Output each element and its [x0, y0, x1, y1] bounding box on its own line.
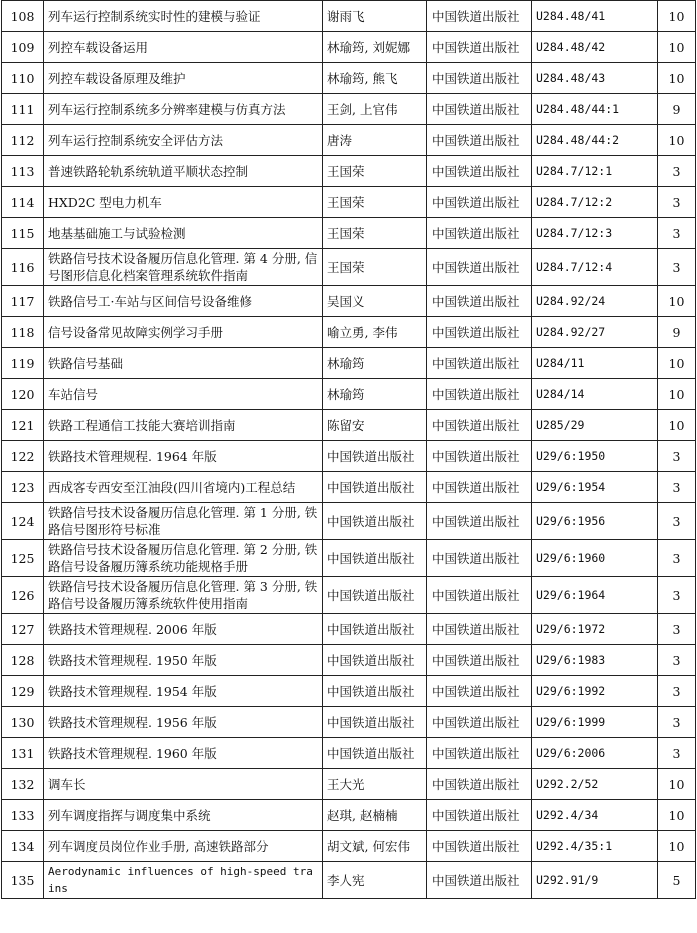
table-row	[2, 379, 696, 410]
row-number: 129	[2, 676, 44, 707]
book-publisher: 中国铁道出版社	[427, 769, 532, 800]
row-number: 114	[2, 187, 44, 218]
call-number: U284.48/41	[532, 1, 658, 32]
copy-count: 3	[658, 614, 696, 645]
book-publisher: 中国铁道出版社	[427, 614, 532, 645]
book-author: 中国铁道出版社	[323, 503, 427, 540]
call-number: U29/6:1950	[532, 441, 658, 472]
book-title: 铁路信号工·车站与区间信号设备维修	[44, 286, 323, 317]
book-title: 普速铁路轮轨系统轨道平顺状态控制	[44, 156, 323, 187]
call-number: U284/11	[532, 348, 658, 379]
book-author: 王国荣	[323, 249, 427, 286]
table-row	[2, 472, 696, 503]
book-publisher: 中国铁道出版社	[427, 156, 532, 187]
copy-count: 10	[658, 379, 696, 410]
book-publisher: 中国铁道出版社	[427, 441, 532, 472]
book-title: 列车运行控制系统安全评估方法	[44, 125, 323, 156]
book-title: 列控车载设备运用	[44, 32, 323, 63]
book-author: 唐涛	[323, 125, 427, 156]
call-number: U284.92/24	[532, 286, 658, 317]
book-author: 王国荣	[323, 187, 427, 218]
table-row	[2, 738, 696, 769]
row-number: 116	[2, 249, 44, 286]
call-number: U284.48/44:2	[532, 125, 658, 156]
copy-count: 3	[658, 249, 696, 286]
call-number: U29/6:1992	[532, 676, 658, 707]
book-title: 铁路信号技术设备履历信息化管理. 第 2 分册, 铁路信号设备履历簿系统功能规格手册	[44, 540, 323, 577]
row-number: 133	[2, 800, 44, 831]
call-number: U292.91/9	[532, 862, 658, 899]
table-row	[2, 94, 696, 125]
row-number: 113	[2, 156, 44, 187]
table-row	[2, 831, 696, 862]
table-row	[2, 249, 696, 286]
table-row	[2, 32, 696, 63]
copy-count: 3	[658, 441, 696, 472]
book-publisher: 中国铁道出版社	[427, 286, 532, 317]
row-number: 132	[2, 769, 44, 800]
book-author: 林瑜筠	[323, 348, 427, 379]
book-author: 赵琪, 赵楠楠	[323, 800, 427, 831]
copy-count: 3	[658, 156, 696, 187]
copy-count: 10	[658, 286, 696, 317]
book-title: Aerodynamic influences of high-speed trains	[44, 862, 323, 899]
row-number: 110	[2, 63, 44, 94]
book-title: 列车调度指挥与调度集中系统	[44, 800, 323, 831]
copy-count: 10	[658, 32, 696, 63]
call-number: U284.7/12:2	[532, 187, 658, 218]
call-number: U29/6:1983	[532, 645, 658, 676]
table-row	[2, 348, 696, 379]
call-number: U284.48/42	[532, 32, 658, 63]
book-author: 王国荣	[323, 218, 427, 249]
call-number: U284/14	[532, 379, 658, 410]
row-number: 108	[2, 1, 44, 32]
table-row	[2, 540, 696, 577]
call-number: U284.92/27	[532, 317, 658, 348]
call-number: U29/6:1999	[532, 707, 658, 738]
book-title: 车站信号	[44, 379, 323, 410]
book-author: 中国铁道出版社	[323, 707, 427, 738]
call-number: U29/6:2006	[532, 738, 658, 769]
call-number: U29/6:1956	[532, 503, 658, 540]
table-row	[2, 707, 696, 738]
call-number: U284.48/43	[532, 63, 658, 94]
call-number: U29/6:1960	[532, 540, 658, 577]
table-row	[2, 577, 696, 614]
call-number: U29/6:1964	[532, 577, 658, 614]
book-publisher: 中国铁道出版社	[427, 187, 532, 218]
book-title: 铁路技术管理规程. 1956 年版	[44, 707, 323, 738]
book-author: 李人宪	[323, 862, 427, 899]
copy-count: 3	[658, 540, 696, 577]
row-number: 128	[2, 645, 44, 676]
row-number: 117	[2, 286, 44, 317]
book-title: 地基基础施工与试验检测	[44, 218, 323, 249]
row-number: 111	[2, 94, 44, 125]
table-row	[2, 286, 696, 317]
book-title: 铁路技术管理规程. 1954 年版	[44, 676, 323, 707]
row-number: 124	[2, 503, 44, 540]
row-number: 109	[2, 32, 44, 63]
call-number: U292.4/35:1	[532, 831, 658, 862]
call-number: U284.7/12:4	[532, 249, 658, 286]
copy-count: 10	[658, 831, 696, 862]
book-publisher: 中国铁道出版社	[427, 94, 532, 125]
copy-count: 9	[658, 94, 696, 125]
table-row	[2, 441, 696, 472]
book-title: 铁路信号基础	[44, 348, 323, 379]
book-publisher: 中国铁道出版社	[427, 577, 532, 614]
table-row	[2, 676, 696, 707]
table-row	[2, 410, 696, 441]
book-author: 谢雨飞	[323, 1, 427, 32]
copy-count: 3	[658, 218, 696, 249]
table-row	[2, 1, 696, 32]
row-number: 135	[2, 862, 44, 899]
row-number: 130	[2, 707, 44, 738]
book-publisher: 中国铁道出版社	[427, 472, 532, 503]
copy-count: 10	[658, 348, 696, 379]
copy-count: 3	[658, 738, 696, 769]
book-title: 列车调度员岗位作业手册, 高速铁路部分	[44, 831, 323, 862]
book-publisher: 中国铁道出版社	[427, 32, 532, 63]
table-row	[2, 614, 696, 645]
book-title: 铁路技术管理规程. 1950 年版	[44, 645, 323, 676]
row-number: 134	[2, 831, 44, 862]
row-number: 115	[2, 218, 44, 249]
book-author: 中国铁道出版社	[323, 441, 427, 472]
row-number: 127	[2, 614, 44, 645]
book-author: 陈留安	[323, 410, 427, 441]
book-author: 中国铁道出版社	[323, 472, 427, 503]
book-publisher: 中国铁道出版社	[427, 317, 532, 348]
book-title: 列车运行控制系统多分辨率建模与仿真方法	[44, 94, 323, 125]
table-row	[2, 63, 696, 94]
book-publisher: 中国铁道出版社	[427, 862, 532, 899]
row-number: 118	[2, 317, 44, 348]
copy-count: 9	[658, 317, 696, 348]
book-publisher: 中国铁道出版社	[427, 348, 532, 379]
book-title: 铁路信号技术设备履历信息化管理. 第 4 分册, 信号图形信息化档案管理系统软件指南	[44, 249, 323, 286]
book-publisher: 中国铁道出版社	[427, 503, 532, 540]
table-body	[2, 1, 696, 899]
book-author: 吴国义	[323, 286, 427, 317]
copy-count: 3	[658, 707, 696, 738]
book-author: 喻立勇, 李伟	[323, 317, 427, 348]
book-author: 王剑, 上官伟	[323, 94, 427, 125]
copy-count: 3	[658, 187, 696, 218]
copy-count: 3	[658, 472, 696, 503]
table-row	[2, 800, 696, 831]
book-author: 中国铁道出版社	[323, 614, 427, 645]
book-author: 林瑜筠	[323, 379, 427, 410]
book-title: 铁路信号技术设备履历信息化管理. 第 3 分册, 铁路信号设备履历簿系统软件使用指南	[44, 577, 323, 614]
table-row	[2, 862, 696, 899]
book-title: 信号设备常见故障实例学习手册	[44, 317, 323, 348]
table-row	[2, 187, 696, 218]
call-number: U292.2/52	[532, 769, 658, 800]
book-publisher: 中国铁道出版社	[427, 410, 532, 441]
book-publisher: 中国铁道出版社	[427, 645, 532, 676]
book-title: 铁路工程通信工技能大赛培训指南	[44, 410, 323, 441]
book-author: 中国铁道出版社	[323, 676, 427, 707]
book-author: 王国荣	[323, 156, 427, 187]
book-title: 铁路技术管理规程. 2006 年版	[44, 614, 323, 645]
book-title: 列控车载设备原理及维护	[44, 63, 323, 94]
book-author: 王大光	[323, 769, 427, 800]
row-number: 123	[2, 472, 44, 503]
call-number: U284.7/12:3	[532, 218, 658, 249]
copy-count: 10	[658, 1, 696, 32]
row-number: 112	[2, 125, 44, 156]
call-number: U29/6:1972	[532, 614, 658, 645]
copy-count: 10	[658, 800, 696, 831]
book-publisher: 中国铁道出版社	[427, 676, 532, 707]
book-author: 胡文斌, 何宏伟	[323, 831, 427, 862]
table-row	[2, 503, 696, 540]
book-title: 列车运行控制系统实时性的建模与验证	[44, 1, 323, 32]
book-author: 中国铁道出版社	[323, 540, 427, 577]
row-number: 121	[2, 410, 44, 441]
table-row	[2, 218, 696, 249]
copy-count: 10	[658, 63, 696, 94]
book-title: 铁路信号技术设备履历信息化管理. 第 1 分册, 铁路信号图形符号标准	[44, 503, 323, 540]
book-publisher: 中国铁道出版社	[427, 249, 532, 286]
table-row	[2, 645, 696, 676]
copy-count: 3	[658, 676, 696, 707]
row-number: 125	[2, 540, 44, 577]
table-row	[2, 156, 696, 187]
book-title: 铁路技术管理规程. 1960 年版	[44, 738, 323, 769]
book-author: 中国铁道出版社	[323, 738, 427, 769]
book-title: HXD2C 型电力机车	[44, 187, 323, 218]
table-row	[2, 317, 696, 348]
call-number: U29/6:1954	[532, 472, 658, 503]
book-author: 中国铁道出版社	[323, 645, 427, 676]
book-list-table	[1, 0, 696, 899]
book-publisher: 中国铁道出版社	[427, 125, 532, 156]
call-number: U284.7/12:1	[532, 156, 658, 187]
call-number: U285/29	[532, 410, 658, 441]
book-title: 西成客专西安至江油段(四川省境内)工程总结	[44, 472, 323, 503]
table-row	[2, 125, 696, 156]
book-publisher: 中国铁道出版社	[427, 800, 532, 831]
row-number: 119	[2, 348, 44, 379]
call-number: U284.48/44:1	[532, 94, 658, 125]
copy-count: 5	[658, 862, 696, 899]
copy-count: 10	[658, 125, 696, 156]
book-title: 铁路技术管理规程. 1964 年版	[44, 441, 323, 472]
book-author: 林瑜筠, 熊飞	[323, 63, 427, 94]
row-number: 120	[2, 379, 44, 410]
call-number: U292.4/34	[532, 800, 658, 831]
book-author: 中国铁道出版社	[323, 577, 427, 614]
book-publisher: 中国铁道出版社	[427, 1, 532, 32]
book-publisher: 中国铁道出版社	[427, 63, 532, 94]
book-publisher: 中国铁道出版社	[427, 540, 532, 577]
book-publisher: 中国铁道出版社	[427, 707, 532, 738]
copy-count: 3	[658, 645, 696, 676]
copy-count: 3	[658, 577, 696, 614]
row-number: 122	[2, 441, 44, 472]
copy-count: 3	[658, 503, 696, 540]
book-publisher: 中国铁道出版社	[427, 738, 532, 769]
copy-count: 10	[658, 410, 696, 441]
book-publisher: 中国铁道出版社	[427, 831, 532, 862]
row-number: 131	[2, 738, 44, 769]
copy-count: 10	[658, 769, 696, 800]
row-number: 126	[2, 577, 44, 614]
book-title: 调车长	[44, 769, 323, 800]
book-publisher: 中国铁道出版社	[427, 218, 532, 249]
book-publisher: 中国铁道出版社	[427, 379, 532, 410]
table-row	[2, 769, 696, 800]
book-author: 林瑜筠, 刘妮娜	[323, 32, 427, 63]
